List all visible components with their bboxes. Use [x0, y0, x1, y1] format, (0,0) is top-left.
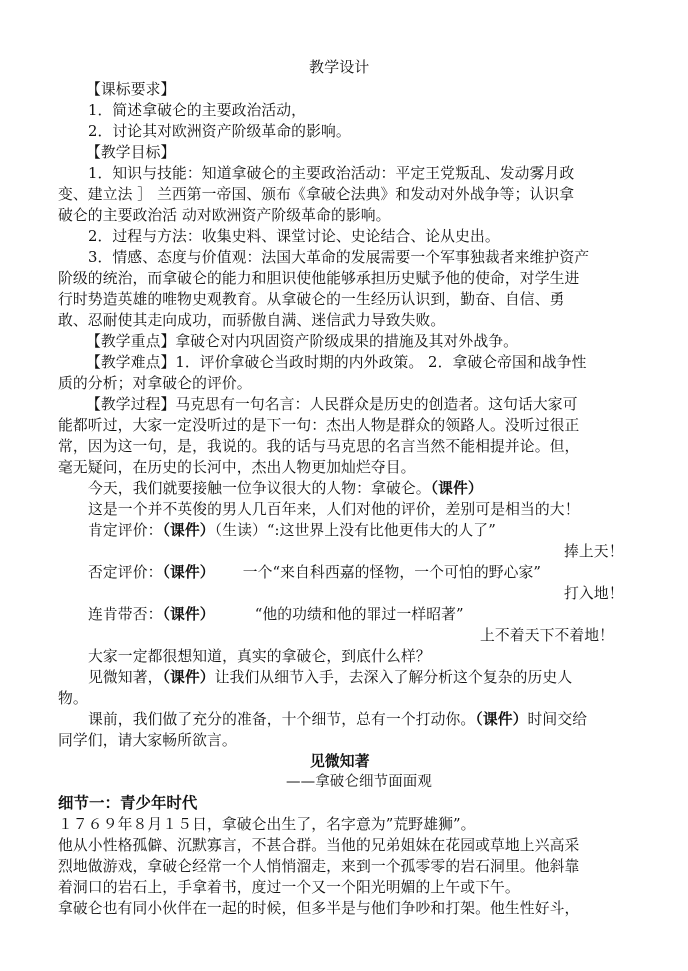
text-line: 拿破仑也有同小伙伴在一起的时候，但多半是与他们争吵和打架。他生性好斗，	[58, 900, 580, 917]
text-run: 一个“来自科西嘉的怪物，一个可怕的野心家”	[242, 564, 542, 581]
text-line	[88, 521, 496, 540]
courseware-tag: （课件）	[162, 606, 215, 623]
text-line: 大家一定都很想知道，真实的拿破仑，到底什么样？	[88, 648, 431, 665]
text-run: 肯定评价：	[88, 522, 163, 539]
courseware-tag: （课件）	[162, 522, 215, 539]
text-line: 打入地！	[564, 585, 624, 602]
text-run: 连肯带否：	[88, 606, 163, 623]
text-run: 时间交给	[527, 711, 588, 728]
document-title: 教学设计	[309, 58, 370, 76]
text-line: 捧上天！	[564, 543, 624, 560]
text-line: 行时势造英雄的唯物史观教育。从拿破仑的一生经历认识到，勤奋、自信、勇	[58, 291, 565, 308]
text-run: （生读）“:这世界上没有比他更伟大的人了”	[214, 522, 496, 539]
section-title: 见微知著	[310, 753, 370, 770]
text-line: １７６９年８月１５日，拿破仑出生了，名字意为”荒野雄狮”。	[58, 816, 476, 833]
text-run: 课前，我们做了充分的准备，十个细节，总有一个打动你。	[88, 711, 476, 728]
text-line: 毫无疑问，在历史的长河中，杰出人物更加灿烂夺目。	[58, 459, 416, 476]
text-line: 破仑的主要政治活 动对欧洲资产阶级革命的影响。	[58, 207, 391, 224]
courseware-tag: （课件）	[162, 564, 215, 581]
text-line: 1．知识与技能：知道拿破仑的主要政治活动：平定王党叛乱、发动雾月政	[88, 165, 575, 182]
text-line: 质的分析；对拿破仑的评价。	[58, 375, 252, 392]
courseware-tag: （课件）	[162, 669, 215, 686]
text-run: 否定评价：	[88, 564, 163, 581]
section-heading: 【教学重点】拿破仑对内巩固资产阶级成果的措施及其对外战争。	[86, 333, 519, 350]
text-line: 常，因为这一句，是，我说的。我的话与马克思的名言当然不能相提并论。但，	[58, 438, 580, 455]
text-line: 烈地做游戏，拿破仑经常一个人悄悄溜走，来到一个孤零零的岩石洞里。他斜靠	[58, 858, 580, 875]
section-heading: 【教学目标】	[86, 144, 176, 161]
text-line	[88, 668, 572, 687]
text-line: 他从小性格孤僻、沉默寡言，不甚合群。当他的兄弟姐妹在花园或草地上兴高采	[58, 837, 580, 854]
text-run: 让我们从细节入手，去深入了解分析这个复杂的历史人	[214, 669, 573, 686]
text-line	[88, 563, 541, 582]
text-line: 阶级的统治，而拿破仑的能力和胆识使他能够承担历史赋予他的使命，对学生进	[58, 270, 580, 287]
text-line: 同学们，请大家畅所欲言。	[58, 732, 237, 749]
text-line	[88, 710, 587, 729]
text-line: 敢、忍耐使其走向成功，而骄傲自满、迷信武力导致失败。	[58, 312, 446, 329]
text-line	[88, 605, 464, 624]
text-line: 3．情感、态度与价值观：法国大革命的发展需要一个军事独裁者来维护资产	[88, 249, 590, 266]
text-line: 1．简述拿破仑的主要政治活动，	[88, 102, 307, 119]
section-heading: 【课标要求】	[86, 81, 176, 98]
text-run: 今天，我们就要接触一位争议很大的人物：拿破仑。	[88, 480, 431, 497]
text-line: 着洞口的岩石上，手拿着书，度过一个又一个阳光明媚的上午或下午。	[58, 879, 520, 896]
courseware-tag: （课件）	[430, 480, 483, 497]
text-line: 2．讨论其对欧洲资产阶级革命的影响。	[88, 123, 351, 140]
courseware-tag: （课件）	[475, 711, 528, 728]
section-subtitle: ——拿破仑细节面面观	[286, 774, 432, 790]
text-run: 见微知著，	[88, 669, 163, 686]
text-line: 上不着天下不着地！	[480, 627, 615, 644]
text-run: “他的功绩和他的罪过一样昭著”	[254, 606, 464, 623]
text-line: 能都听过，大家一定没听过的是下一句：杰出人物是群众的领路人。没听过很正	[58, 417, 580, 434]
text-line: 变、建立法 ］ 兰西第一帝国、颁布《拿破仑法典》和发动对外战争等；认识拿	[58, 186, 575, 203]
text-line: 这是一个并不英俊的男人几百年来，人们对他的评价，差别可是相当的大！	[88, 501, 580, 518]
text-line	[88, 479, 483, 498]
section-heading: 【教学过程】马克思有一句名言：人民群众是历史的创造者。这句话大家可	[86, 396, 578, 413]
text-line: 2．过程与方法：收集史料、课堂讨论、史论结合、论从史出。	[88, 228, 500, 245]
text-line: 物。	[58, 690, 88, 707]
detail-heading: 细节一：青少年时代	[58, 794, 198, 812]
section-heading: 【教学难点】1．评价拿破仑当政时期的内外政策。 2．拿破仑帝国和战争性	[86, 354, 587, 371]
